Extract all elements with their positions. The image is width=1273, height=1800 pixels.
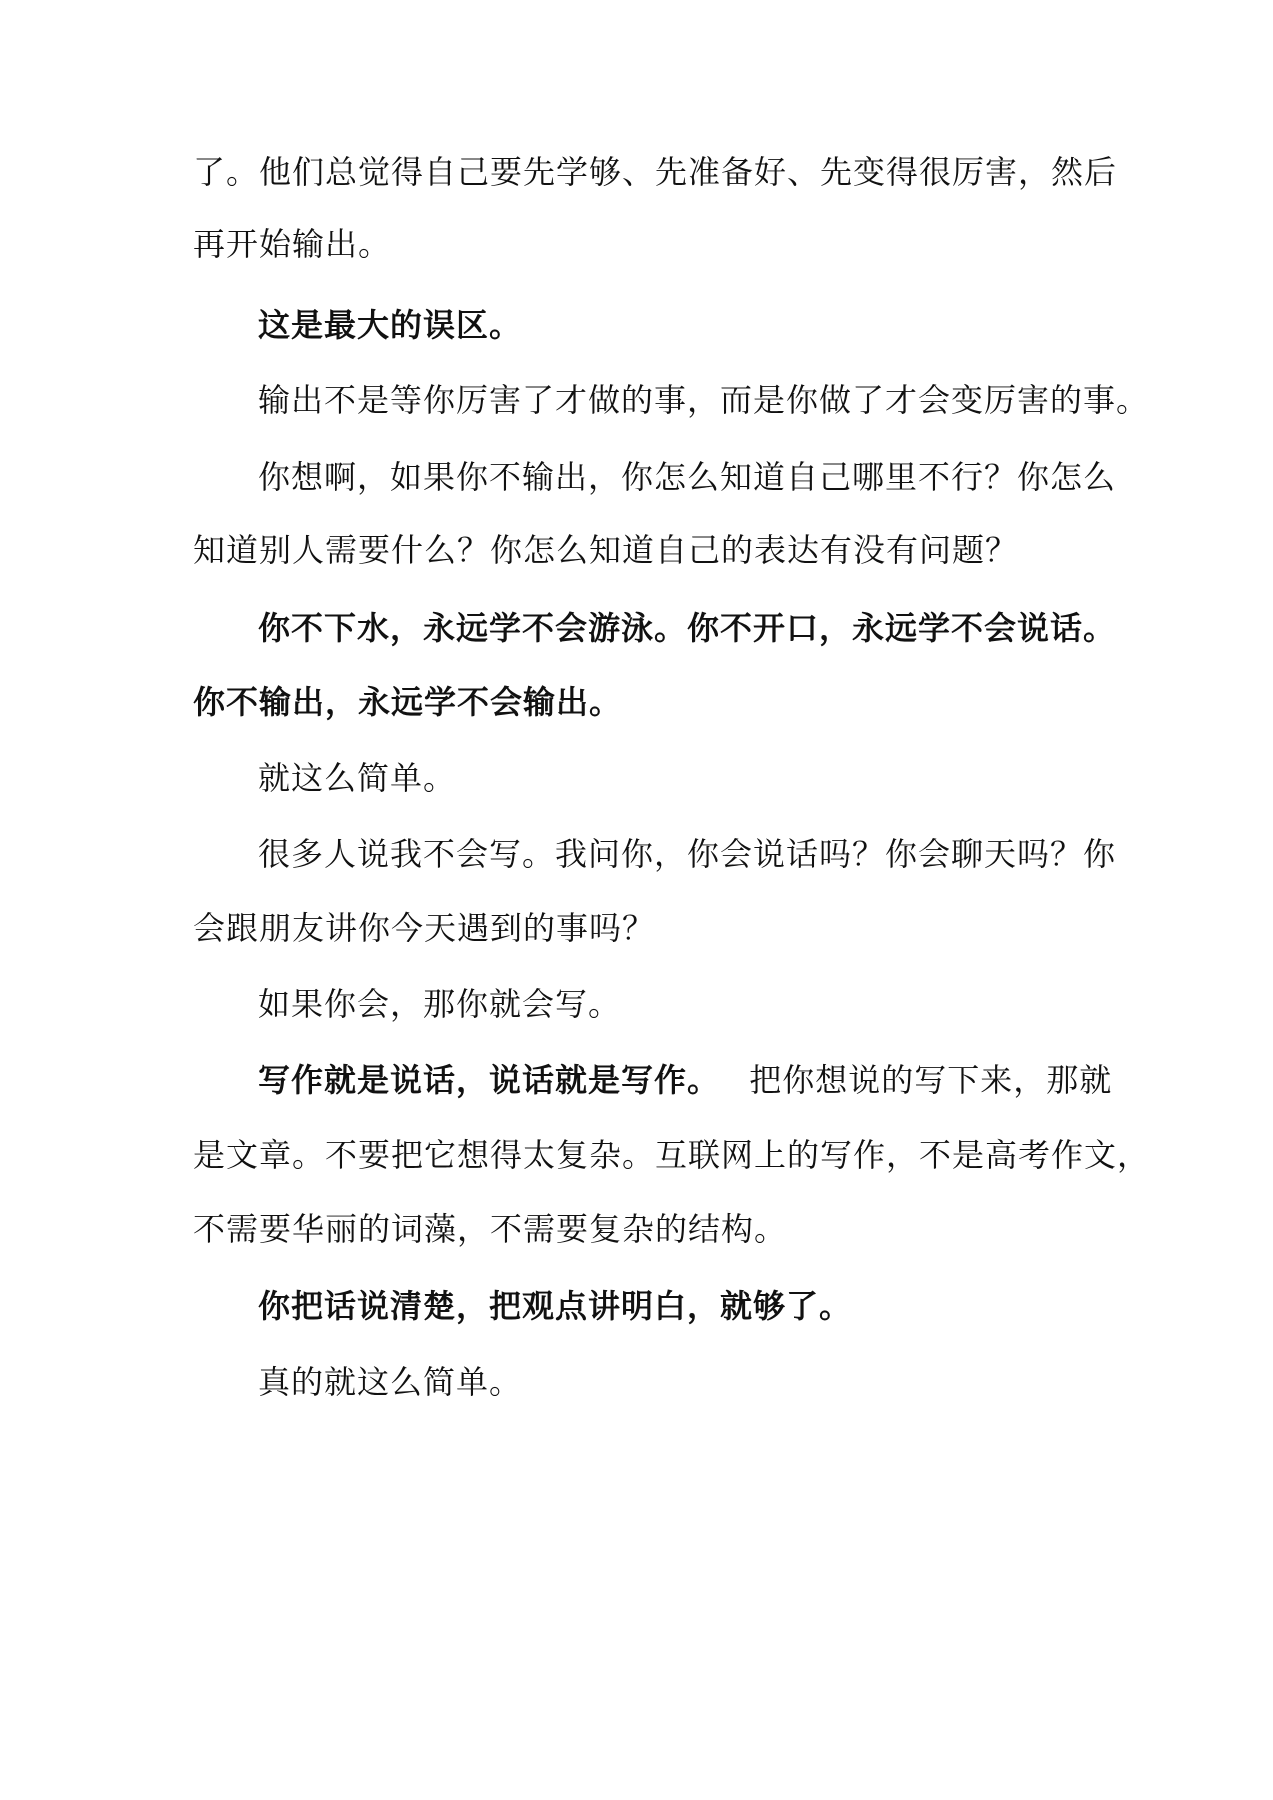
text-line: 会跟朋友讲你今天遇到的事吗？ <box>193 909 656 947</box>
text-line: 不需要华丽的词藻，不需要复杂的结构。 <box>193 1210 788 1248</box>
text-line: 再开始输出。 <box>193 225 392 263</box>
bold-paragraph: 这是最大的误区。 <box>258 306 523 344</box>
bold-lead: 写作就是说话，说话就是写作。 <box>258 1061 721 1099</box>
bold-paragraph: 你不下水，永远学不会游泳。你不开口，永远学不会说话。 <box>258 609 1117 647</box>
text-line: 如果你会，那你就会写。 <box>258 985 622 1023</box>
text-line: 很多人说我不会写。我问你，你会说话吗？你会聊天吗？你 <box>258 835 1117 873</box>
text-line: 了。他们总觉得自己要先学够、先准备好、先变得很厉害，然后 <box>193 153 1118 191</box>
text-line: 知道别人需要什么？你怎么知道自己的表达有没有问题？ <box>193 531 1019 569</box>
mixed-line <box>258 1058 1158 1102</box>
bold-paragraph: 你把话说清楚，把观点讲明白，就够了。 <box>258 1287 853 1325</box>
bold-paragraph: 你不输出，永远学不会输出。 <box>193 683 623 721</box>
text-line: 真的就这么简单。 <box>258 1363 523 1401</box>
text-line: 就这么简单。 <box>258 759 457 797</box>
text-line: 你想啊，如果你不输出，你怎么知道自己哪里不行？你怎么 <box>258 458 1117 496</box>
text-line: 输出不是等你厉害了才做的事，而是你做了才会变厉害的事。 <box>258 381 1150 419</box>
text-span: 把你想说的写下来，那就 <box>749 1061 1113 1099</box>
text-line: 是文章。不要把它想得太复杂。互联网上的写作，不是高考作文， <box>193 1136 1151 1174</box>
